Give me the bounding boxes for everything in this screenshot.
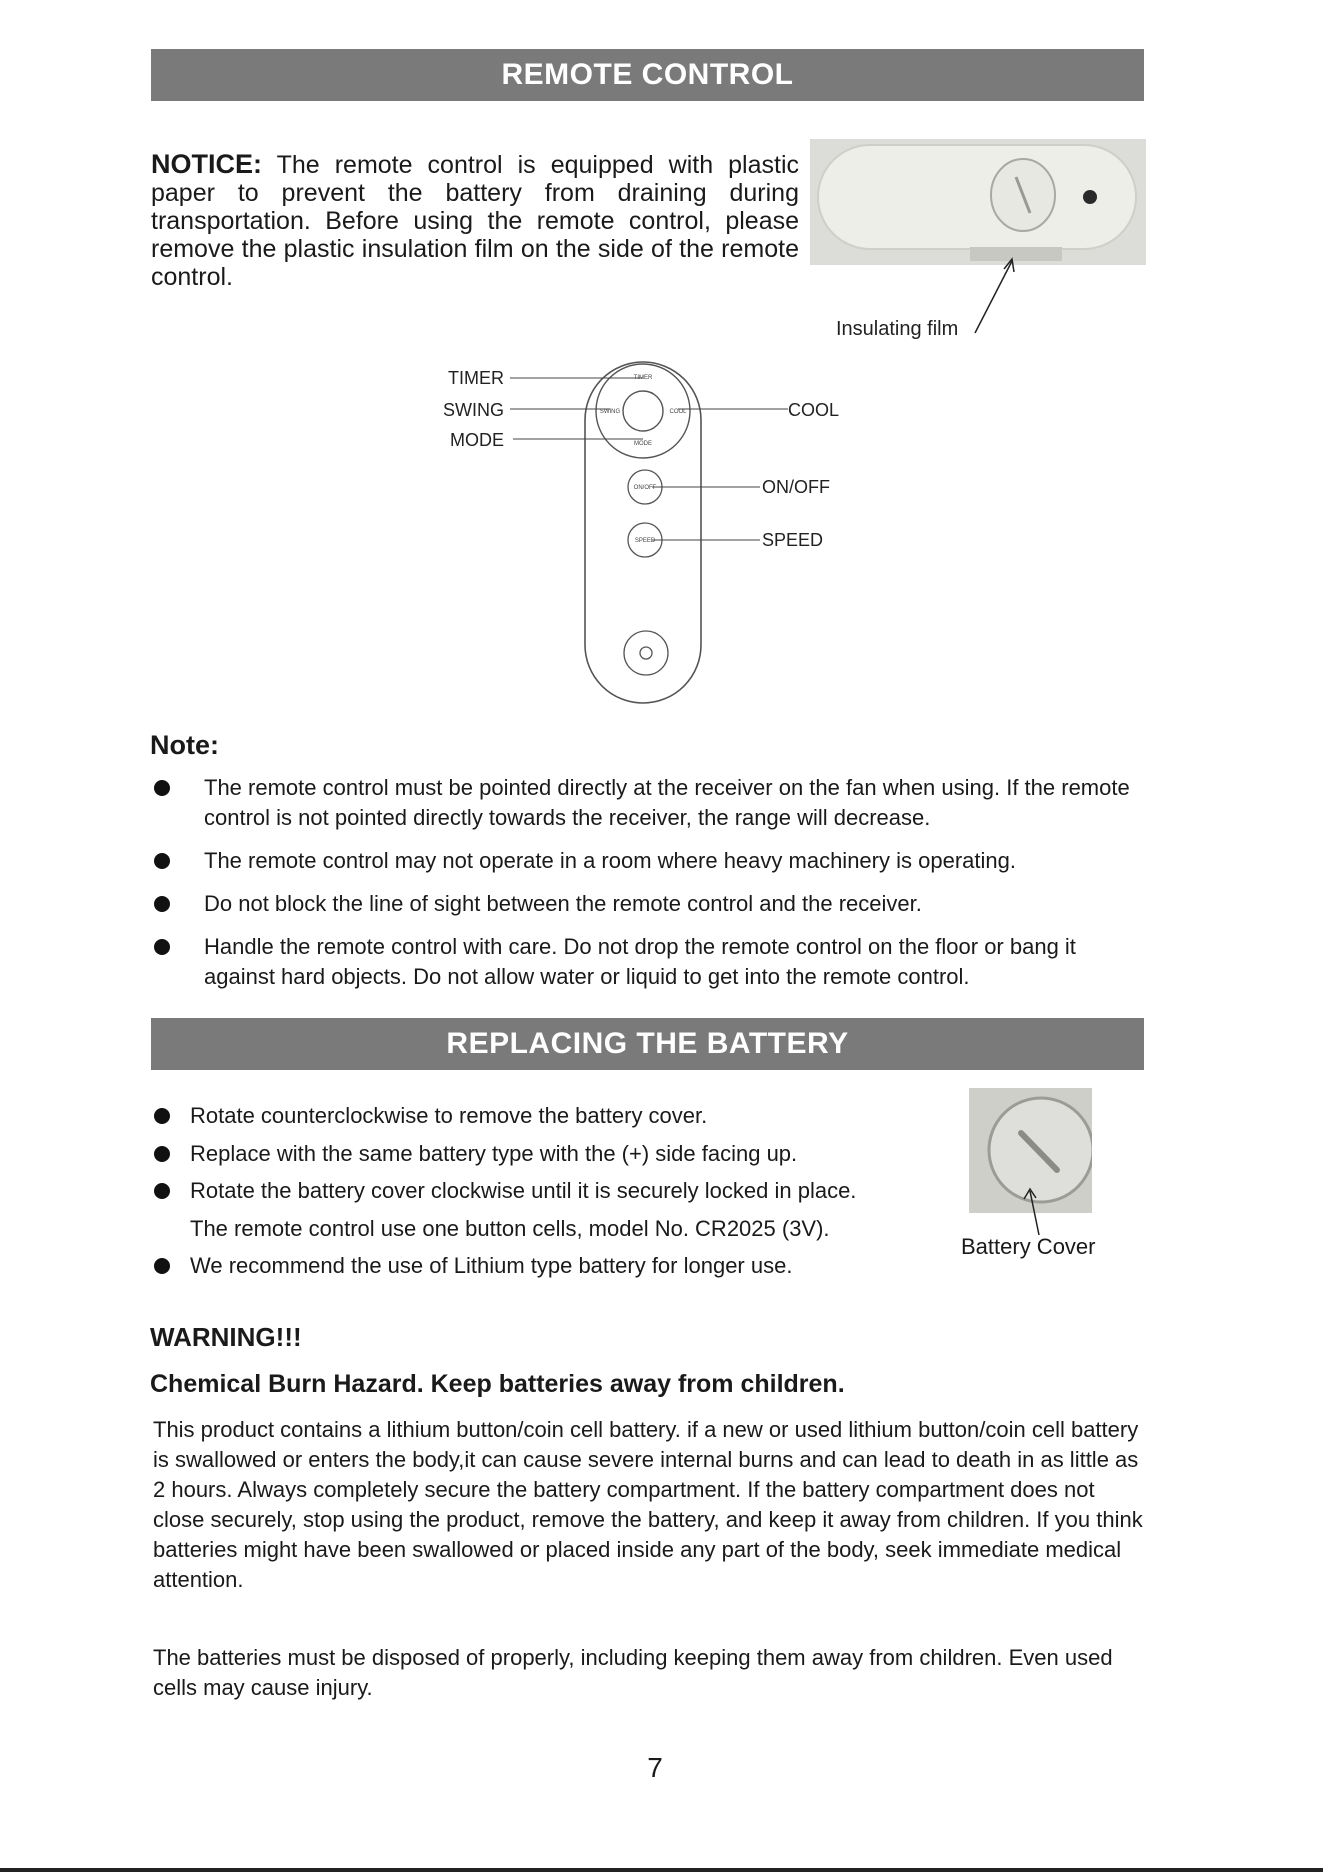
page-number: 7 xyxy=(647,1752,663,1783)
note-item-text: Handle the remote control with care. Do not drop the remote control on the floor or bang it against hard objects. Do not allow water or liquid to get into the remote control. xyxy=(204,934,1076,989)
note-item xyxy=(150,846,1150,876)
battery-step-text: Rotate the battery cover clockwise until it is securely locked in place. xyxy=(190,1178,857,1203)
battery-step xyxy=(150,1135,950,1173)
bullet-icon xyxy=(154,1108,170,1124)
ir-emitter-inner xyxy=(640,647,652,659)
battery-step xyxy=(150,1210,950,1248)
bullet-icon xyxy=(154,896,170,912)
battery-banner xyxy=(151,1018,1144,1070)
onoff-mark: ON/OFF xyxy=(633,485,657,491)
note-list xyxy=(150,773,1150,1005)
note-item-text: The remote control may not operate in a room where heavy machinery is operating. xyxy=(204,848,1016,873)
timer-mark: TIMER xyxy=(633,375,653,381)
battery-step xyxy=(150,1097,950,1135)
warning-subtitle: Chemical Burn Hazard. Keep batteries away from children. xyxy=(150,1370,845,1398)
battery-step-text: The remote control use one button cells, model No. CR2025 (3V). xyxy=(190,1215,830,1241)
notice-text: The remote control is equipped with plastic paper to prevent the battery from draining during transportation. Before using the remote control, please remove the plastic insulation film on the side of the remote control. xyxy=(151,151,799,291)
bullet-icon xyxy=(154,780,170,796)
swing-label: SWING xyxy=(443,400,504,420)
warning-title: WARNING!!! xyxy=(150,1322,302,1352)
bullet-icon xyxy=(154,853,170,869)
note-item xyxy=(150,932,1150,992)
remote-diagram xyxy=(420,345,880,715)
onoff-label: ON/OFF xyxy=(762,477,830,497)
bullet-icon xyxy=(154,1146,170,1162)
cool-label: COOL xyxy=(788,400,840,420)
bullet-icon xyxy=(154,1183,170,1199)
notice-label: NOTICE: xyxy=(151,149,262,179)
speed-label: SPEED xyxy=(762,530,824,550)
swing-mark: SWING xyxy=(599,409,621,415)
battery-cover-caption: Battery Cover xyxy=(961,1234,1096,1259)
disposal-paragraph: The batteries must be disposed of properly, including keeping them away from children. Even used cells may cause injury. xyxy=(153,1645,1113,1700)
timer-label: TIMER xyxy=(448,368,504,388)
remote-control-title: REMOTE CONTROL xyxy=(501,58,794,91)
battery-step-text: Rotate counterclockwise to remove the battery cover. xyxy=(190,1103,708,1128)
battery-cover-pointer xyxy=(1022,1185,1052,1237)
battery-steps-list xyxy=(150,1097,950,1285)
note-item-text: The remote control must be pointed directly at the receiver on the fan when using. If the remote control is not pointed directly towards the receiver, the range will decrease. xyxy=(204,775,1130,830)
warning-paragraph: This product contains a lithium button/coin cell battery. if a new or used lithium button/coin cell battery is swallowed or enters the body,it can cause severe internal burns and can lead to death in as little as 2 hours. Always completely secure the battery compartment. If the battery compartment does not close securely, stop using the product, remove the battery, and keep it away from children. If you think batteries might have been swallowed or placed inside any part of the body, seek immediate medical attention. xyxy=(153,1417,1143,1592)
note-item-text: Do not block the line of sight between the remote control and the receiver. xyxy=(204,891,922,916)
insulating-film-caption: Insulating film xyxy=(836,318,959,340)
note-item xyxy=(150,889,1150,919)
mode-mark: MODE xyxy=(634,441,652,447)
mode-label: MODE xyxy=(450,430,504,450)
note-item xyxy=(150,773,1150,833)
battery-step-text: Replace with the same battery type with the (+) side facing up. xyxy=(190,1140,798,1166)
center-button xyxy=(623,391,663,431)
battery-step xyxy=(150,1172,950,1210)
remote-photo-image xyxy=(810,139,1146,265)
bottom-divider xyxy=(0,1868,1323,1872)
bullet-icon xyxy=(154,1258,170,1274)
cool-mark: COOL xyxy=(669,409,687,415)
battery-section-title: REPLACING THE BATTERY xyxy=(446,1027,849,1060)
remote-control-banner xyxy=(151,49,1144,101)
bullet-icon xyxy=(154,939,170,955)
battery-step xyxy=(150,1247,950,1285)
note-title: Note: xyxy=(150,730,219,760)
insulating-film-pointer xyxy=(960,255,1020,335)
notice-paragraph xyxy=(151,150,799,291)
battery-step-text: We recommend the use of Lithium type battery for longer use. xyxy=(190,1253,793,1278)
speed-mark: SPEED xyxy=(634,538,656,544)
